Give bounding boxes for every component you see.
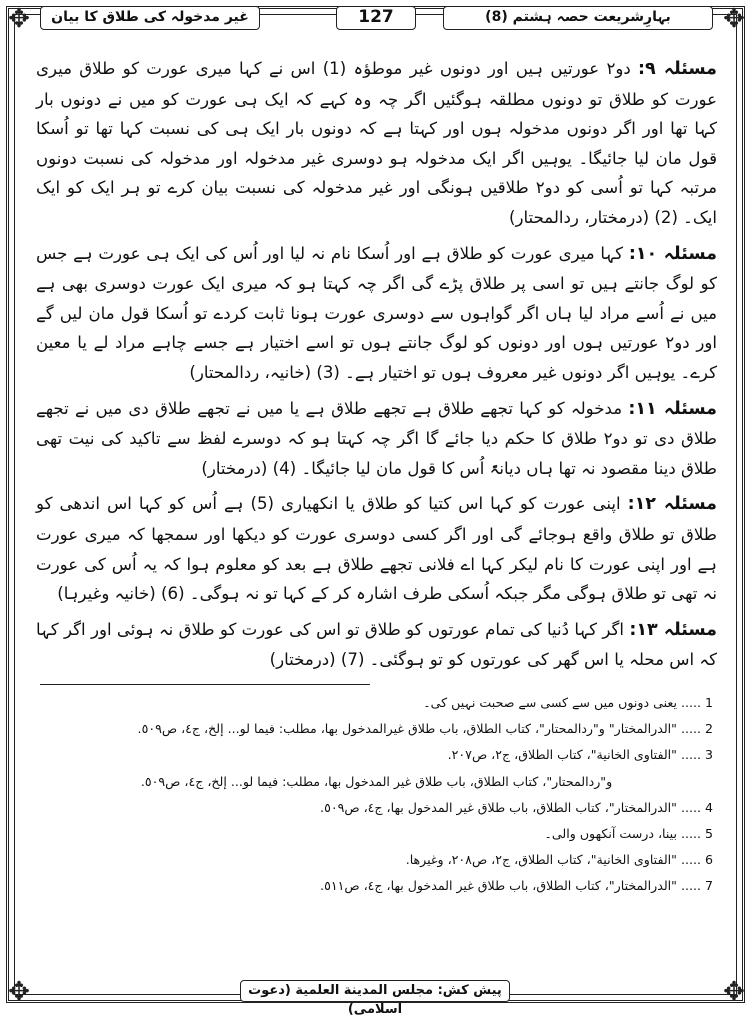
main-text bbox=[36, 54, 717, 681]
book-title: بہارِشریعت حصہ ہشتم (8) bbox=[443, 6, 713, 30]
footnote: و"ردالمحتار"، كتاب الطلاق، باب طلاق غير المدخول بها، مطلب: فيما لو... إلخ، ج٤، ص٥٠٩. bbox=[140, 773, 613, 789]
corner-ornament-icon: ✥ bbox=[723, 977, 745, 1007]
masala-heading: مسئلہ ۱۰: bbox=[628, 243, 717, 264]
masala-heading: مسئلہ ۱۱: bbox=[628, 398, 718, 419]
masala-paragraph bbox=[36, 615, 717, 675]
masala-heading: مسئلہ ۹: bbox=[638, 59, 718, 79]
footnote: 6 ..... "الفتاوى الخانية"، كتاب الطلاق، ج٢، ص٢٠٨، وغيرها. bbox=[405, 852, 713, 868]
footnote: 5 ..... بینا، درست آنکھوں والی۔ bbox=[544, 826, 713, 842]
chapter-title: غیر مدخولہ کی طلاق کا بیان bbox=[40, 6, 260, 30]
masala-heading: مسئلہ ۱۳: bbox=[629, 619, 717, 640]
masala-text: اپنی عورت کو کہا اس کتیا کو طلاق یا انکھیاری (5) ہے اُس کو کہا اس اندھی کو طلاق تو طلاق واقع ہوجائے گی اور اگر کسی دوسری عورت کو دیکھا اور سمجھا کہ میری عورت ہے اور اپنی عورت کا نام لیکر کہا اے فلانی تجھے طلاق ہے بعد کو معلوم ہوا کہ یہ اُس کی عورت نہ تھی تو طلاق ہوگی مگر جبکہ اُسکی طرف اشارہ کر کے کہا تو نہ ہوگی۔ (6) (خانیہ وغیرہا) bbox=[36, 494, 717, 604]
masala-text: اگر کہا دُنیا کی تمام عورتوں کو طلاق تو اس کی عورت کو طلاق نہ ہوئی اور اگر کہا کہ اس محلہ یا اس گھر کی عورتوں کو تو ہوگئی۔ (7) (درمختار) bbox=[36, 619, 717, 670]
footnote: 2 ..... "الدرالمختار" و"ردالمحتار"، كتاب الطلاق، باب طلاق غيرالمدخول بها، مطلب: فيما لو... إلخ، ج٤، ص٥٠٩. bbox=[137, 721, 713, 737]
footnote: 7 ..... "الدرالمختار"، كتاب الطلاق، باب طلاق غير المدخول بها، ج٤، ص٥١١. bbox=[320, 878, 713, 894]
publisher-footer: پیش کش: مجلس المدینة العلمیة (دعوت اسلامی) bbox=[240, 980, 510, 1002]
corner-ornament-icon: ✥ bbox=[723, 4, 745, 34]
masala-paragraph bbox=[36, 239, 717, 388]
footnote-divider bbox=[40, 684, 370, 685]
footnotes bbox=[40, 690, 713, 900]
masala-paragraph bbox=[36, 54, 717, 233]
footnote: 3 ..... "الفتاوى الخانية"، كتاب الطلاق، ج٢، ص٢٠٧. bbox=[447, 747, 713, 763]
masala-text: دو۲ عورتیں ہیں اور دونوں غیر موطؤہ (1) اس نے کہا میری عورت کو طلاق میری عورت کو طلاق تو دونوں مطلقہ ہوگئیں اگر چہ وہ کہے کہ ایک ہی عورت کو میں نے دونوں بار کہا تھا اور اگر دونوں مدخولہ ہوں اور کہتا ہے کہ دونوں بار ایک ہی کی نسبت کہا تھا تو اُسکا قول مان لیا جائیگا۔ یوہیں اگر ایک مدخولہ ہو دوسری غیر مدخولہ اور مدخولہ کی نسبت دونوں مرتبہ کہا تو اُسی کو دو۲ طلاقیں ہونگی اور غیر مدخولہ کی نسبت بیان کرے تو ہر ایک کو ایک ایک۔ (2) (درمختار، ردالمحتار) bbox=[36, 59, 717, 227]
footnote: 1 ..... یعنی دونوں میں سے کسی سے صحبت نہیں کی۔ bbox=[423, 695, 713, 710]
masala-paragraph bbox=[36, 489, 717, 608]
corner-ornament-icon: ✥ bbox=[8, 977, 30, 1007]
corner-ornament-icon: ✥ bbox=[8, 4, 30, 34]
masala-text: کہا میری عورت کو طلاق ہے اور اُسکا نام نہ لیا اور اُس کی ایک ہی عورت ہے جس کو لوگ جانتے ہیں تو اسی پر طلاق پڑے گی اگر چہ کہتا ہو کہ میری ایک عورت دوسری بھی ہے میں نے اُسے مراد لیا ہاں اگر گواہوں سے دوسری عورت ہونا ثابت کردے تو اُسکا قول مان لیں گے اور دو۲ عورتیں ہوں اور دونوں کو لوگ جانتے ہوں تو اسے اختیار ہے جسے چاہے مراد لے یا معین کرے۔ یوہیں اگر دونوں غیر معروف ہوں تو اختیار ہے۔ (3) (خانیہ، ردالمحتار) bbox=[36, 243, 717, 382]
masala-heading: مسئلہ ۱۲: bbox=[627, 494, 718, 515]
masala-paragraph bbox=[36, 394, 717, 484]
masala-text: مدخولہ کو کہا تجھے طلاق ہے تجھے طلاق ہے یا میں نے تجھے طلاق دی میں نے تجھے طلاق دی تو دو۲ طلاق کا حکم دیا جائے گا اگر چہ کہتا ہو کہ دوسرے لفظ سے تاکید کی نیت تھی طلاق دینا مقصود نہ تھا ہاں دیانۃً اُس کا قول مان لیا جائیگا۔ (4) (درمختار) bbox=[36, 398, 718, 478]
footnote: 4 ..... "الدرالمختار"، كتاب الطلاق، باب طلاق غير المدخول بها، ج٤، ص٥٠٩. bbox=[320, 799, 713, 815]
page-number: 127 bbox=[336, 6, 416, 30]
page-header bbox=[40, 2, 713, 32]
